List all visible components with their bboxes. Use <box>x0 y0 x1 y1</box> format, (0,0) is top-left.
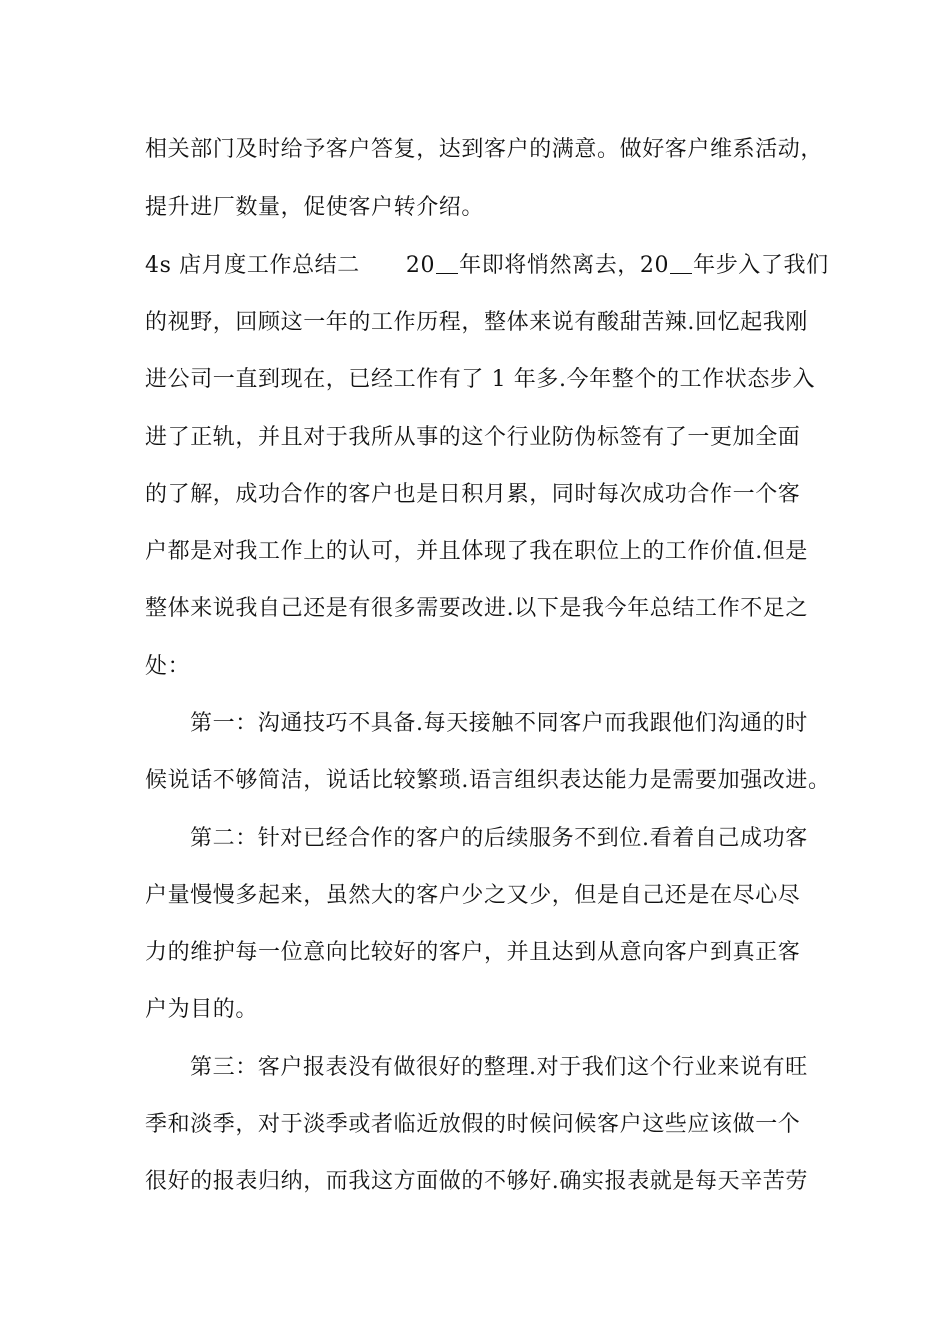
section-title: 4s 店月度工作总结二 <box>145 253 360 278</box>
heading-text: 年步入了我们 <box>693 253 829 278</box>
body-line: 进了正轨，并且对于我所从事的这个行业防伪标签有了一更加全面 <box>145 425 801 450</box>
body-line: 进公司一直到现在，已经工作有了 1 年多.今年整个的工作状态步入 <box>145 367 816 392</box>
body-line: 整体来说我自己还是有很多需要改进.以下是我今年总结工作不足之 <box>145 596 808 621</box>
body-line: 的视野，回顾这一年的工作历程，整体来说有酸甜苦辣.回忆起我刚 <box>145 310 808 335</box>
body-line: 处： <box>145 654 191 679</box>
body-line: 户为目的。 <box>145 997 259 1022</box>
year-blank <box>670 251 692 274</box>
body-line: 提升进厂数量，促使客户转介绍。 <box>145 195 485 220</box>
body-line: 相关部门及时给予客户答复，达到客户的满意。做好客户维系活动， <box>145 137 824 162</box>
body-line: 候说话不够简洁，说话比较繁琐.语言组织表达能力是需要加强改进。 <box>145 768 831 793</box>
paragraph-first-line: 第二：针对已经合作的客户的后续服务不到位.看着自己成功客 <box>190 826 808 851</box>
section-heading-line <box>145 251 829 281</box>
body-line: 的了解，成功合作的客户也是日积月累，同时每次成功合作一个客 <box>145 482 801 507</box>
body-line: 力的维护每一位意向比较好的客户，并且达到从意向客户到真正客 <box>145 940 801 965</box>
year-prefix: 20 <box>405 253 436 278</box>
body-line: 很好的报表归纳，而我这方面做的不够好.确实报表就是每天辛苦劳 <box>145 1169 808 1194</box>
body-line: 户量慢慢多起来，虽然大的客户少之又少，但是自己还是在尽心尽 <box>145 883 801 908</box>
body-line: 户都是对我工作上的认可，并且体现了我在职位上的工作价值.但是 <box>145 539 808 564</box>
paragraph-first-line: 第一：沟通技巧不具备.每天接触不同客户而我跟他们沟通的时 <box>190 711 808 736</box>
body-line: 季和淡季，对于淡季或者临近放假的时候问候客户这些应该做一个 <box>145 1112 801 1137</box>
year-prefix: 20 <box>639 253 670 278</box>
year-blank <box>436 251 458 274</box>
paragraph-first-line: 第三：客户报表没有做很好的整理.对于我们这个行业来说有旺 <box>190 1055 808 1080</box>
heading-text: 年即将悄然离去， <box>459 253 640 278</box>
